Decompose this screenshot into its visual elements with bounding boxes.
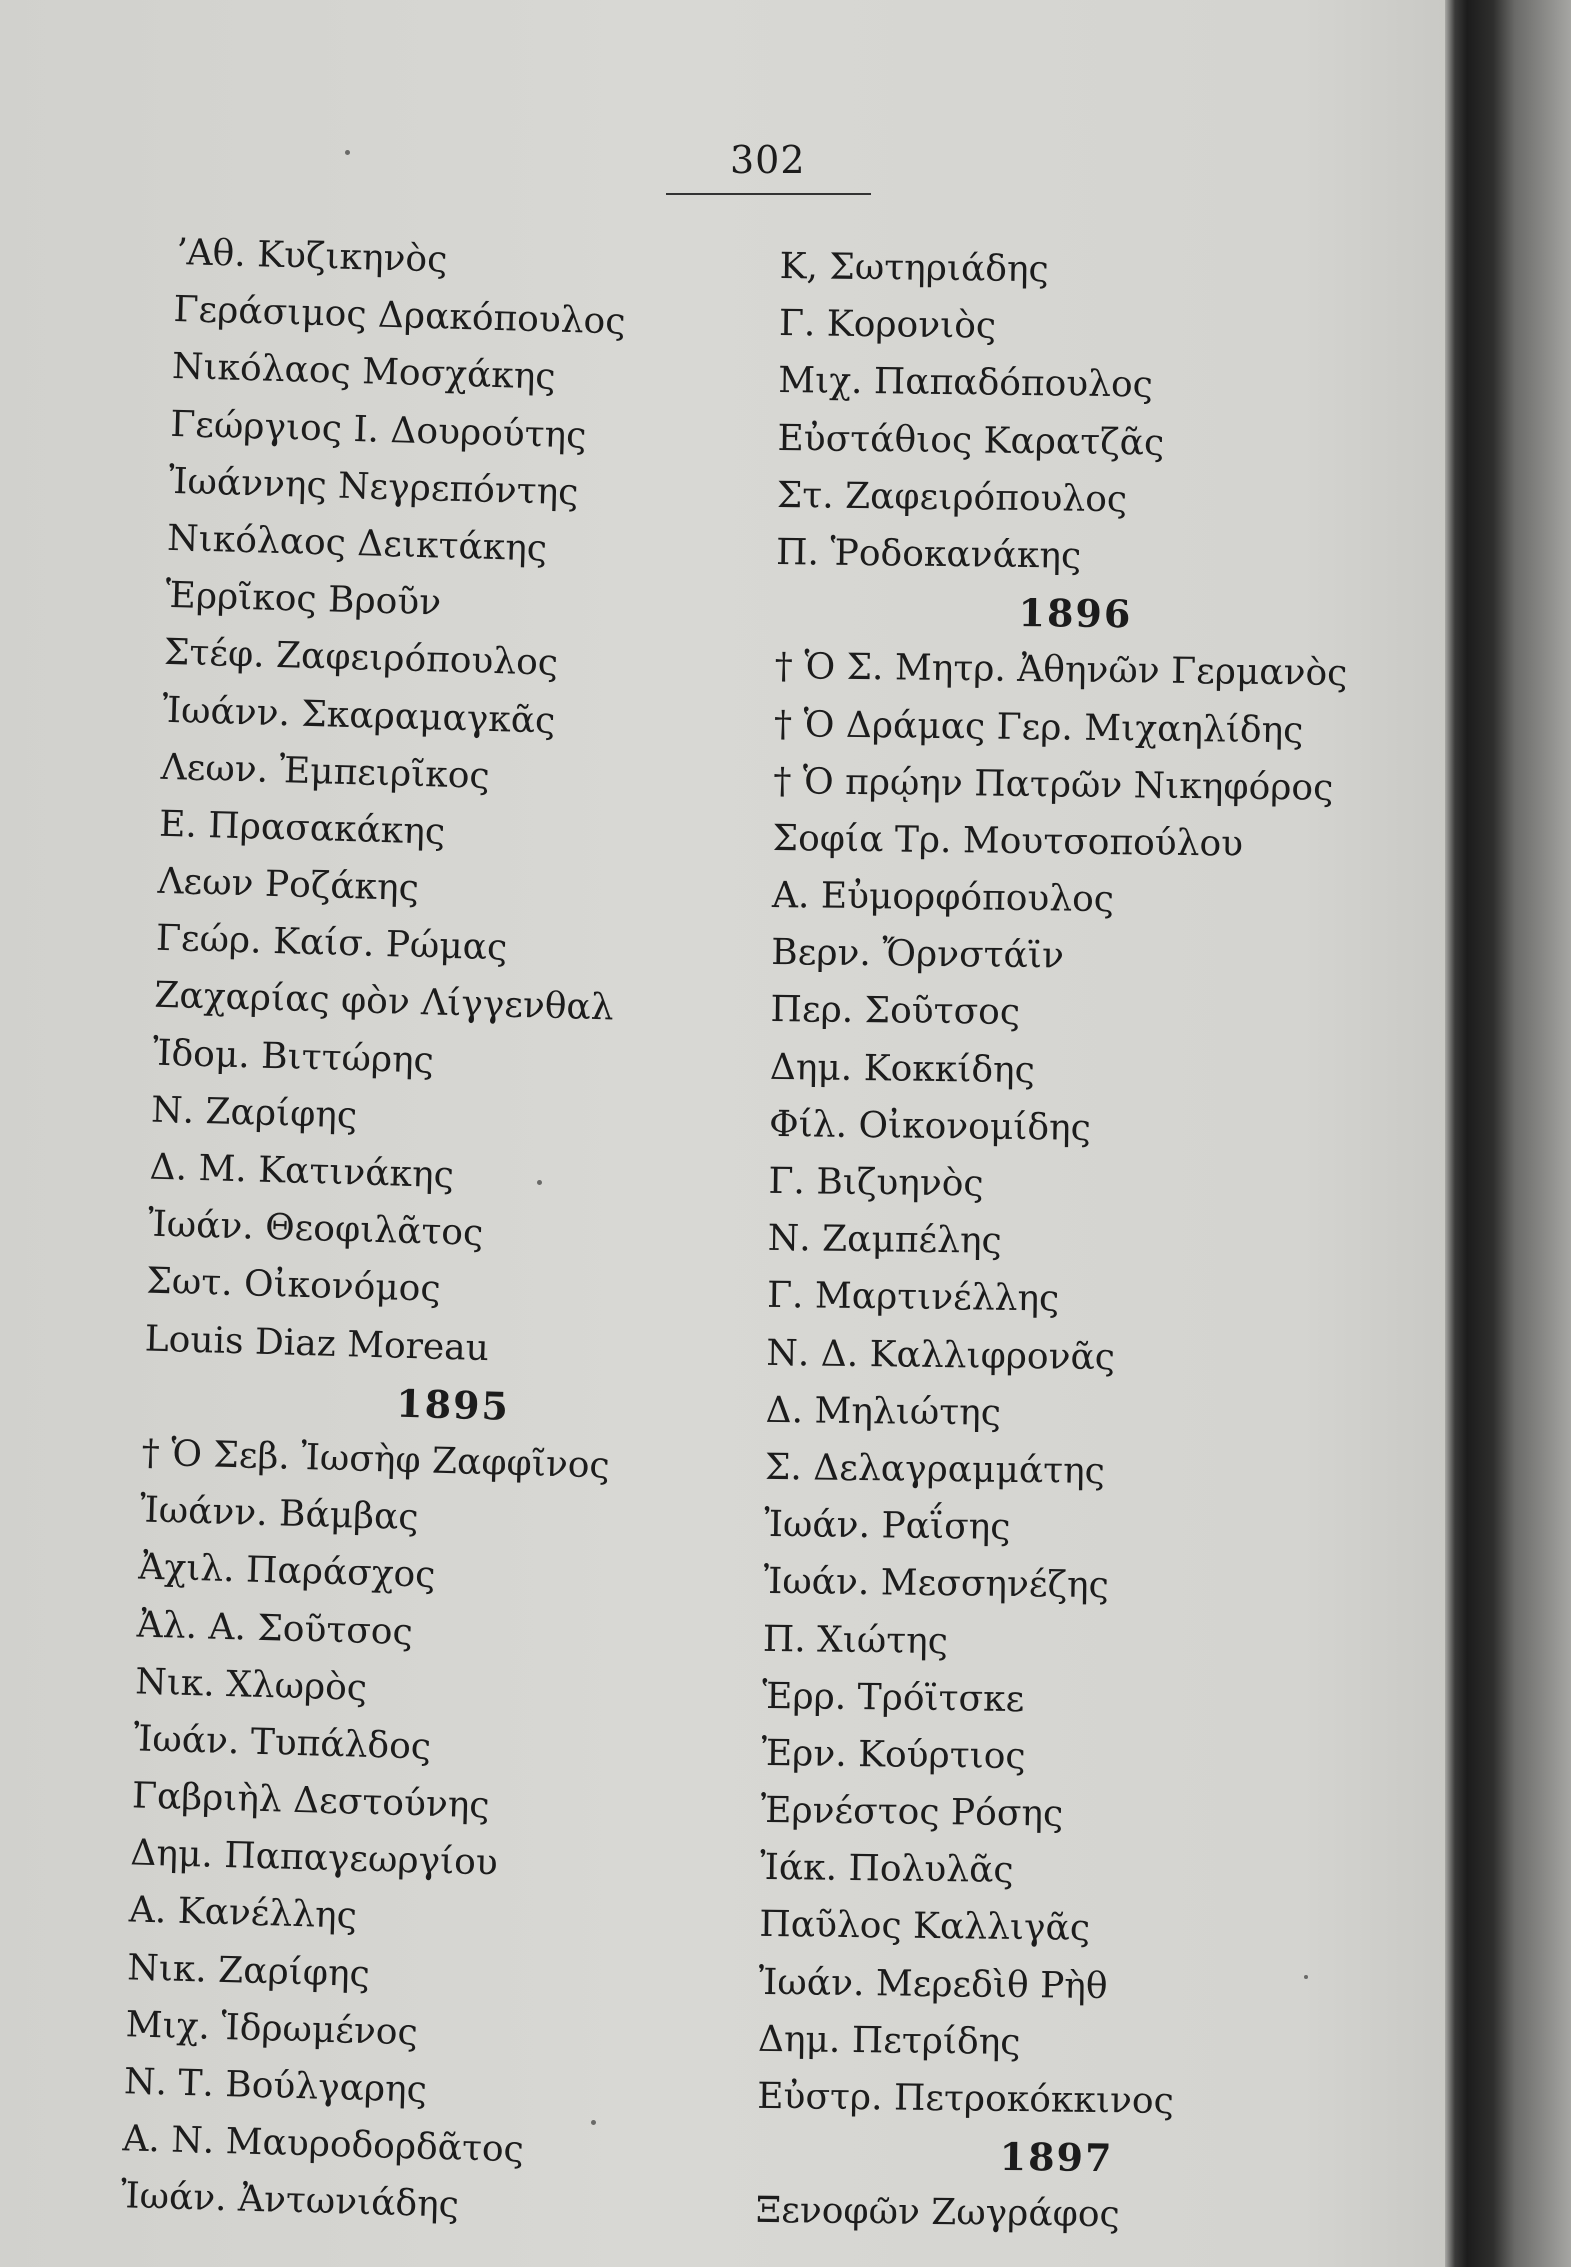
- name-entry: Ἰωάν. Τυπάλδος: [133, 1718, 432, 1768]
- page-number: 302: [730, 138, 806, 182]
- name-entry: Π. Ῥοδοκανάκης: [775, 531, 1082, 577]
- name-entry: Ἐρνέστος Ρόσης: [760, 1789, 1064, 1835]
- name-entry: Ξενοφῶν Ζωγράφος: [755, 2190, 1120, 2236]
- name-entry: ʼΑθ. Κυζικηνὸς: [174, 231, 448, 281]
- name-entry: Ἰωάν. Ἀντωνιάδης: [120, 2175, 460, 2227]
- name-entry: Ν. Ζαρίφης: [150, 1089, 358, 1137]
- year-heading: 1896: [1018, 590, 1133, 637]
- header-rule: [666, 193, 871, 195]
- name-entry: † Ὁ Σ. Μητρ. Ἀθηνῶν Γερμανὸς: [774, 646, 1348, 695]
- name-entry: Δημ. Πετρίδης: [757, 2018, 1021, 2063]
- name-entry: Μιχ. Παπαδόπουλος: [778, 360, 1154, 406]
- name-entry: Γεώρ. Καίσ. Ρώμας: [155, 917, 508, 969]
- name-entry: Περ. Σοῦτσος: [770, 989, 1021, 1034]
- name-entry: Ἀχιλ. Παράσχος: [137, 1546, 436, 1597]
- name-entry: Λεων Ροζάκης: [157, 860, 420, 910]
- left-column: [120, 224, 736, 2240]
- name-entry: Ἰωάν. Ραΐσης: [764, 1504, 1011, 1549]
- name-entry: Δ. Μ. Κατινάκης: [149, 1146, 455, 1197]
- name-entry: Κ, Σωτηριάδης: [779, 245, 1049, 291]
- name-entry: Ἰωάν. Μερεδὶθ Ρὴθ: [758, 1961, 1108, 2007]
- name-entry: Εὐστάθιος Καρατζᾶς: [777, 417, 1165, 464]
- name-entry: Δ. Μηλιώτης: [765, 1389, 1002, 1434]
- name-entry: Α. Εὐμορφόπουλος: [771, 875, 1115, 921]
- name-entry: Ν. Δ. Καλλιφρονᾶς: [766, 1332, 1116, 1378]
- name-entry: Γ. Μαρτινέλλης: [766, 1275, 1060, 1320]
- name-entry: Ἰδομ. Βιττώρης: [152, 1032, 435, 1082]
- name-entry: Ἑρρῖκος Βροῦν: [165, 574, 442, 624]
- name-entry: Φίλ. Οἰκονομίδης: [768, 1103, 1092, 1149]
- paper-speck: [537, 1180, 542, 1185]
- name-entry: Νικ. Χλωρὸς: [134, 1661, 368, 1709]
- name-entry: Γεώργιος Ι. Δουρούτης: [169, 403, 587, 457]
- name-entry: Νικόλαος Δεικτάκης: [166, 517, 548, 570]
- name-entry: Ἰάκ. Πολυλᾶς: [759, 1847, 1014, 1892]
- name-entry: Νικόλαος Μοσχάκης: [171, 346, 557, 399]
- name-entry: Μιχ. Ἱδρωμένος: [125, 2004, 419, 2054]
- name-entry: Ν. Τ. Βούλγαρης: [123, 2061, 428, 2111]
- name-entry: Ἑρρ. Τρόϊτσκε: [761, 1675, 1025, 1720]
- name-entry: Λεων. Ἐμπειρῖκος: [160, 746, 491, 797]
- name-entry: Ἰωάννης Νεγρεπόντης: [168, 460, 579, 514]
- name-entry: Ν. Ζαμπέλης: [767, 1218, 1002, 1262]
- name-entry: Ἰωάν. Θεοφιλᾶτος: [147, 1203, 484, 1255]
- name-entry: Γεράσιμος Δρακόπουλος: [173, 289, 627, 343]
- year-heading: 1897: [999, 2134, 1114, 2181]
- name-entry: Εὐστρ. Πετροκόκκινος: [757, 2075, 1175, 2122]
- name-entry: Louis Diaz Moreau: [144, 1318, 490, 1369]
- right-column: [756, 238, 1380, 2247]
- name-entry: Γαβριὴλ Δεστούνης: [131, 1775, 491, 1827]
- paper-speck: [1304, 1975, 1308, 1979]
- name-entry: Α. Κανέλλης: [128, 1889, 358, 1938]
- name-entry: Ἰωάνν. Σκαραμαγκᾶς: [161, 689, 556, 742]
- paper-speck: [591, 2120, 596, 2125]
- year-heading: 1895: [395, 1380, 511, 1429]
- name-entry: Νικ. Ζαρίφης: [126, 1946, 371, 1995]
- name-entry: Π. Χιώτης: [762, 1618, 949, 1662]
- name-entry: Ἰωάνν. Βάμβας: [139, 1489, 420, 1539]
- name-entry: Γ. Κορονιὸς: [778, 303, 997, 347]
- name-entry: Α. Ν. Μαυροδορδᾶτος: [121, 2118, 525, 2171]
- name-entry: Ἀλ. Α. Σοῦτσος: [136, 1603, 414, 1653]
- name-entry: Γ. Βιζυηνὸς: [768, 1160, 984, 1205]
- name-entry: Στέφ. Ζαφειρόπουλος: [163, 632, 559, 685]
- name-entry: Σωτ. Οἰκονόμος: [145, 1260, 442, 1311]
- name-entry: Ἰωάν. Μεσσηνέζης: [763, 1561, 1110, 1607]
- name-entry: Παῦλος Καλλιγᾶς: [759, 1904, 1091, 1950]
- name-entry: Ἐρν. Κούρτιος: [761, 1732, 1026, 1777]
- name-entry: Σοφία Τρ. Μουτσοπούλου: [772, 817, 1244, 865]
- name-entry: † Ὁ πρῴην Πατρῶν Νικηφόρος: [773, 760, 1334, 809]
- name-entry: Ζαχαρίας φὸν Λίγγενθαλ: [153, 975, 615, 1029]
- name-entry: Στ. Ζαφειρόπουλος: [776, 474, 1128, 521]
- paper-speck: [345, 150, 350, 155]
- book-binding-edge: [1445, 0, 1571, 2267]
- name-entry: Σ. Δελαγραμμάτης: [764, 1446, 1106, 1492]
- name-entry: Ε. Πρασακάκης: [158, 803, 446, 853]
- name-entry: Βερν. Ὄρνστάϊν: [771, 932, 1065, 977]
- name-entry: † Ὁ Δράμας Γερ. Μιχαηλίδης: [773, 703, 1304, 751]
- name-entry: † Ὁ Σεβ. Ἰωσὴφ Ζαφφῖνος: [141, 1432, 611, 1487]
- name-entry: Δημ. Παπαγεωργίου: [129, 1832, 499, 1884]
- name-entry: Δημ. Κοκκίδης: [769, 1046, 1036, 1091]
